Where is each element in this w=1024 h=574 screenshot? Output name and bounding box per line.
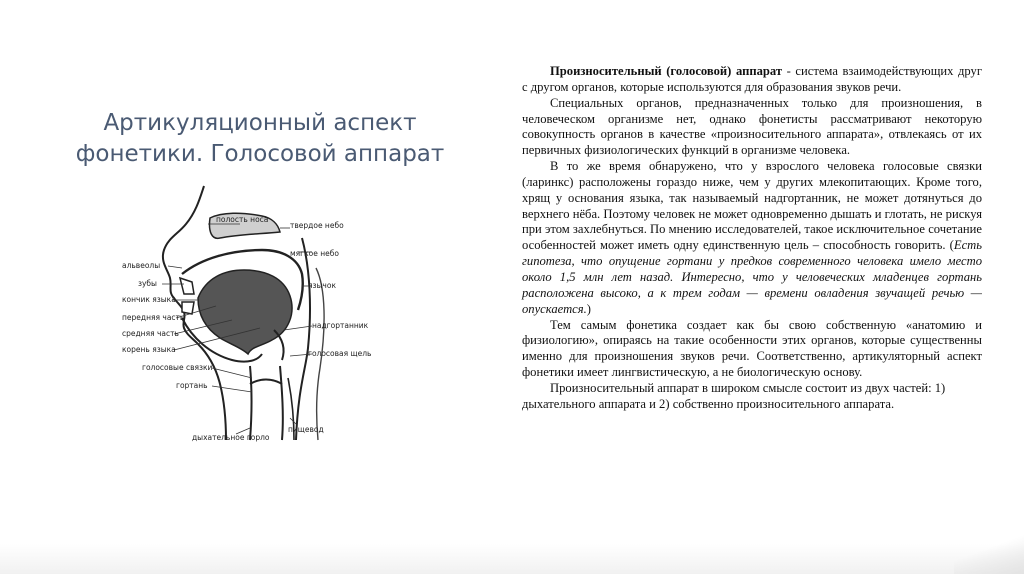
- label-esophagus: пищевод: [288, 425, 324, 434]
- hypothesis-italic: Есть гипотеза, что опущение гортани у предков современного человека имело место около 1,5 млн лет назад. Интересно, что у человеческих младенцев гортань расположена высоко, а к трем годам — времени овладения звучащей речью — опускается.: [522, 238, 982, 316]
- label-uvula: язычок: [308, 281, 336, 290]
- slide-bottom-shade: [0, 544, 1024, 574]
- label-epiglottis: надгортанник: [312, 321, 369, 330]
- trachea-front: [250, 366, 252, 440]
- tongue-shape: [198, 270, 292, 354]
- label-tongue-tip: кончик языка: [122, 295, 176, 304]
- larynx-text: В то же время обнаружено, что у взрослого человека голосовые связки (ларинкс) расположены гораздо ниже, чем у других млекопитающих. Кроме того, хрящ у основания языка, так называемый надгортанник, не может дотянуться до верхнего нёба. Поэтому человек не может одновременно дышать и глотать, не рискуя при этом захлебнуться. По мнению исследователей, такое исключительное сочетание особенностей может иметь одну единственную цель – способность говорить. (: [522, 159, 982, 253]
- label-glottis: голосовая щель: [308, 349, 372, 358]
- label-soft-palate: мягкое небо: [290, 249, 339, 258]
- label-middle-part: средняя часть: [122, 329, 179, 338]
- label-front-part: передняя часть: [122, 313, 185, 322]
- vocal-cords: [250, 380, 282, 385]
- label-tongue-root: корень языка: [122, 345, 176, 354]
- paragraph-definition: [522, 64, 982, 96]
- slide-title: Артикуляционный аспект фонетики. Голосовой аппарат: [75, 110, 445, 167]
- label-teeth: зубы: [138, 279, 157, 288]
- label-hard-palate: твердое небо: [290, 221, 344, 230]
- label-nasal-cavity: полость носа: [216, 215, 269, 224]
- label-vocal-cords: голосовые связки: [142, 363, 213, 372]
- article-text: [522, 64, 982, 413]
- paragraph-organs: Специальных органов, предназначенных только для произношения, в человеческом организме нет, однако фонетисты рассматривают некоторую совокупность органов в качестве «произносительного аппарата», отвлекаясь от их первичных физиологических функций в организме человека.: [522, 95, 982, 158]
- definition-text: - система взаимодействующих друг с другом органов, которые используются для образования звуков речи.: [522, 64, 983, 94]
- slide-corner-shade: [954, 534, 1024, 574]
- term-bold: Произносительный (голосовой) аппарат: [550, 64, 783, 78]
- label-larynx: гортань: [176, 381, 208, 390]
- label-trachea: дыхательное горло: [192, 433, 270, 442]
- paragraph-larynx: [522, 159, 982, 317]
- pharynx-wall: [296, 238, 310, 440]
- paragraph-parts: Произносительный аппарат в широком смысле состоит из двух частей: 1) дыхательного аппарата и 2) собственно произносительного аппарата.: [522, 380, 946, 411]
- trachea-back: [280, 366, 283, 440]
- paragraph-anatomy: Тем самым фонетика создает как бы свою собственную «анатомию и физиологию», опираясь на такие особенности этих органов, которые существенны именно для произношения звуков речи. Соответственно, артикуляторный аспект фонетики имеет лингвистическую, а не биологическую основу.: [522, 317, 982, 380]
- closing-paren: ): [586, 301, 591, 316]
- upper-teeth: [180, 278, 194, 294]
- vocal-apparatus-diagram: [112, 178, 382, 446]
- label-alveoli: альвеолы: [122, 261, 161, 270]
